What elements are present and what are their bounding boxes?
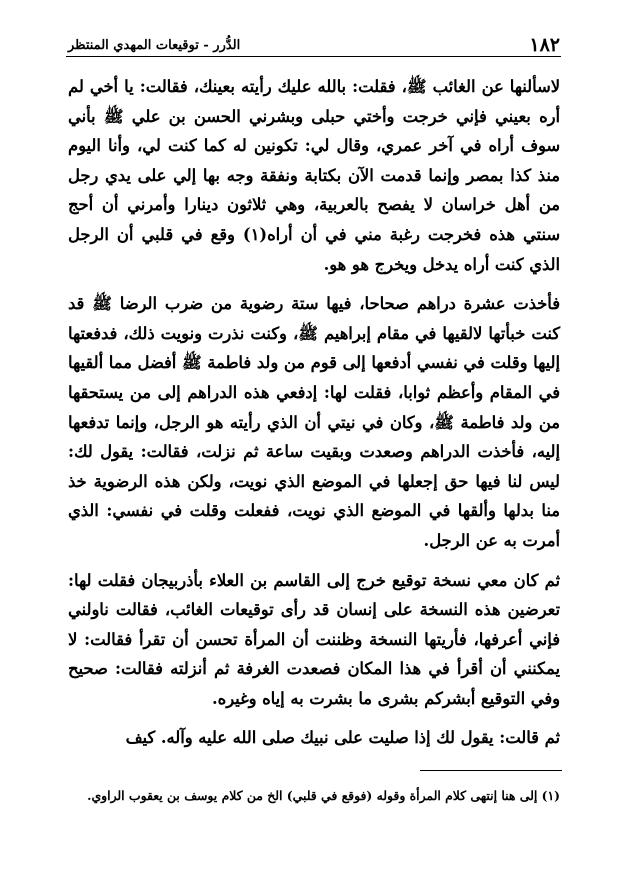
paragraph-1: لاسألنها عن الغائب ﷺ، فقلت: بالله عليك رأيته بعينك، فقالت: يا أخي لم أره بعيني فإني خرجت وأختي حبلى وبشرني الحسن بن علي ﷺ بأني سوف أراه في آخر عمري، وقال لي: تكونين له كما كنت لي، وأنا اليوم منذ كذا بمصر وإنما قدمت الآن بكتابة ونفقة وجه بها إلي على يدي رجل من أهل خراسان لا يفصح بالعربية، وهي ثلاثون دينارا وأمرني أن أحج سنتي هذه فخرجت رغبة مني في أن أراه(١) وقع في قلبي أن الرجل الذي كنت أراه يدخل ويخرج هو هو. bbox=[68, 77, 560, 274]
footnote-divider bbox=[420, 770, 562, 771]
page-header bbox=[68, 30, 560, 56]
paragraph-3: ثم كان معي نسخة توقيع خرج إلى القاسم بن العلاء بأذربيجان فقلت لها: تعرضين هذه النسخة على إنسان قد رأى توقيعات الغائب، فقالت ناولني فإني أعرفها، فأريتها النسخة وظننت أن المرأة تحسن أن تقرأ فقالت: لا يمكنني أن أقرأ في هذا المكان فصعدت الغرفة ثم أنزلته فقالت: صحيح وفي التوقيع أبشركم بشرى ما بشرت به إياه وغيره. bbox=[68, 570, 560, 708]
running-title: الدُّرر - توقيعات المهدي المنتظر bbox=[68, 38, 241, 53]
main-text bbox=[68, 72, 560, 753]
footnote: (١) إلى هنا إنتهى كلام المرأة وقوله (فوقع في قلبي) الخ من كلام يوسف بن يعقوب الراوي. bbox=[87, 788, 560, 803]
page-number: ١٨٢ bbox=[529, 34, 560, 56]
paragraph-4: ثم قالت: يقول لك إذا صليت على نبيك صلى الله عليه وآله. كيف bbox=[125, 728, 560, 748]
paragraph-2: فأخذت عشرة دراهم صحاحا، فيها ستة رضوية من ضرب الرضا ﷺ قد كنت خبأتها لالقيها في مقام إبراهيم ﷺ، وكنت نذرت ونويت ذلك، فدفعتها إليها وقلت في نفسي أدفعها إلى قوم من ولد فاطمة ﷺ أفضل مما ألقيها في المقام وأعظم ثوابا، فقلت لها: إدفعي هذه الدراهم إلى من يستحقها من ولد فاطمة ﷺ، وكان في نيتي أن الذي رأيته هو الرجل، وإنما تدفعها إليه، فأخذت الدراهم وصعدت وبقيت ساعة ثم نزلت، فقالت: يقول لك: ليس لنا فيها حق إجعلها في الموضع الذي نويت، ولكن هذه الرضوية خذ منا بدلها وألقها في الموضع الذي نويت، ففعلت وقلت في نفسي: الذي أمرت به عن الرجل. bbox=[68, 294, 560, 550]
header-divider bbox=[66, 56, 561, 57]
